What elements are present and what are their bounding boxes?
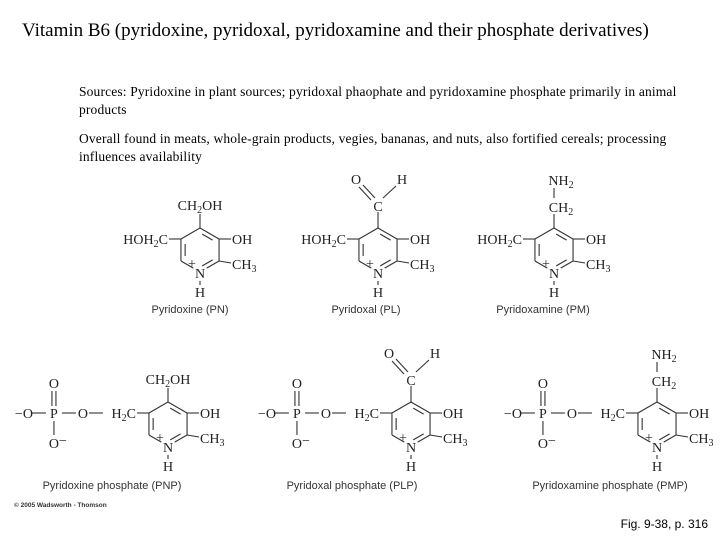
compound-label: Pyridoxamine phosphate (PMP) [532,480,688,492]
bridge-oxygen: O [320,407,332,422]
anion-oxygen: O− [291,434,310,452]
h2c-group: $H_2C$ [111,407,136,424]
ring-bond [181,228,200,239]
ch3-bond [219,261,231,263]
ring-double-bond [413,408,423,414]
hydrogen-atom: H [194,286,206,301]
hydrogen-atom: H [651,460,663,475]
hydroxyl-group: OH [586,233,607,248]
anion-oxygen: −O [257,407,276,422]
ch3-bond [187,435,199,437]
ring-bond [638,402,657,413]
copyright-credit: © 2005 Wadsworth - Thomson [14,502,107,509]
methyl-group: $CH_3$ [200,432,225,449]
bridge-oxygen: O [77,407,89,422]
hydroxyl-group: OH [410,233,431,248]
aldehyde-oxygen: O [383,347,395,362]
ring-double-bond [380,234,390,240]
overall-paragraph: Overall found in meats, whole-grain products, vegies, bananas, and nuts, also fortified cereals; processing influences availability [79,131,667,164]
oxo-oxygen: O [48,377,60,392]
ring-bond [657,402,676,413]
ring-double-bond [202,234,212,240]
ring-bond [200,228,219,239]
ch3-bond [676,435,688,437]
hydrogen-atom: H [405,460,417,475]
hydroxyl-group: OH [232,233,253,248]
methyl-group: $CH_3$ [586,258,611,275]
figure-reference: Fig. 9-38, p. 316 [620,517,708,531]
ch2oh-group: $CH_2OH$ [177,199,223,216]
ch2-group: $HOH_2C$ [123,233,168,250]
ring-double-bond [556,234,566,240]
anion-oxygen: −O [503,407,522,422]
methyl-group: $CH_3$ [689,432,714,449]
aldehyde-carbon: C [406,374,416,389]
compound-label: Pyridoxine phosphate (PNP) [42,480,182,492]
c-o-double-bond [396,359,408,372]
aldehyde-hydrogen: H [396,173,408,188]
h2c-group: $H_2C$ [600,407,625,424]
ring-double-bond [659,434,669,440]
ring-double-bond [659,408,669,414]
ring-double-bond [380,260,390,266]
oxo-oxygen: O [291,377,303,392]
slide-title: Vitamin B6 (pyridoxine, pyridoxal, pyridoxamine and their phosphate derivatives) [22,20,649,41]
ch2-group: $CH_2$ [548,201,574,218]
ring-double-bond [413,434,423,440]
positive-charge: + [156,431,164,446]
ch2-group: $CH_2$ [651,375,677,392]
ring-double-bond [556,260,566,266]
positive-charge: + [542,257,550,272]
c-o-double-bond [392,361,404,374]
ring-double-bond [170,434,180,440]
compound-label: Pyridoxal phosphate (PLP) [286,480,418,492]
ch2oh-group: $CH_2OH$ [145,373,191,390]
nitrogen-atom: N [194,267,206,282]
methyl-group: $CH_3$ [410,258,435,275]
ring-bond [535,228,554,239]
ring-bond [359,228,378,239]
ch3-bond [430,435,442,437]
phosphorus-atom: P [539,407,547,422]
methyl-group: $CH_3$ [232,258,257,275]
ch2-group: $HOH_2C$ [301,233,346,250]
nitrogen-atom: N [548,267,560,282]
aldehyde-hydrogen: H [429,347,441,362]
ring-bond [378,228,397,239]
ring-bond [411,402,430,413]
compound-label: Pyridoxal (PL) [331,304,401,316]
hydrogen-atom: H [372,286,384,301]
hydroxyl-group: OH [443,407,464,422]
oxo-oxygen: O [537,377,549,392]
amine-group: $NH_2$ [548,174,574,191]
positive-charge: + [399,431,407,446]
nitrogen-atom: N [162,441,174,456]
c-o-double-bond [359,187,371,200]
ring-bond [168,402,187,413]
aldehyde-carbon: C [373,200,383,215]
ring-bond [149,402,168,413]
ch3-bond [397,261,409,263]
c-o-double-bond [363,185,375,198]
compound-label: Pyridoxine (PN) [151,304,229,316]
anion-oxygen: O− [48,434,67,452]
positive-charge: + [366,257,374,272]
phosphorus-atom: P [50,407,58,422]
ch2-group: $HOH_2C$ [477,233,522,250]
h2c-group: $H_2C$ [354,407,379,424]
bridge-oxygen: O [566,407,578,422]
sources-paragraph: Sources: Pyridoxine in plant sources; pyridoxal phaophate and pyridoxamine phosphate primarily in animal products [79,84,677,117]
nitrogen-atom: N [651,441,663,456]
nitrogen-atom: N [405,441,417,456]
methyl-group: $CH_3$ [443,432,468,449]
positive-charge: + [645,431,653,446]
ring-bond [554,228,573,239]
c-h-bond [416,360,429,372]
nitrogen-atom: N [372,267,384,282]
compound-label: Pyridoxamine (PM) [496,304,590,316]
phosphorus-atom: P [293,407,301,422]
c-h-bond [383,186,396,198]
ring-double-bond [170,408,180,414]
aldehyde-oxygen: O [350,173,362,188]
positive-charge: + [188,257,196,272]
anion-oxygen: −O [14,407,33,422]
hydroxyl-group: OH [200,407,221,422]
ring-double-bond [202,260,212,266]
ch3-bond [573,261,585,263]
anion-oxygen: O− [537,434,556,452]
hydrogen-atom: H [162,460,174,475]
ring-bond [392,402,411,413]
amine-group: $NH_2$ [651,348,677,365]
hydrogen-atom: H [548,286,560,301]
hydroxyl-group: OH [689,407,710,422]
